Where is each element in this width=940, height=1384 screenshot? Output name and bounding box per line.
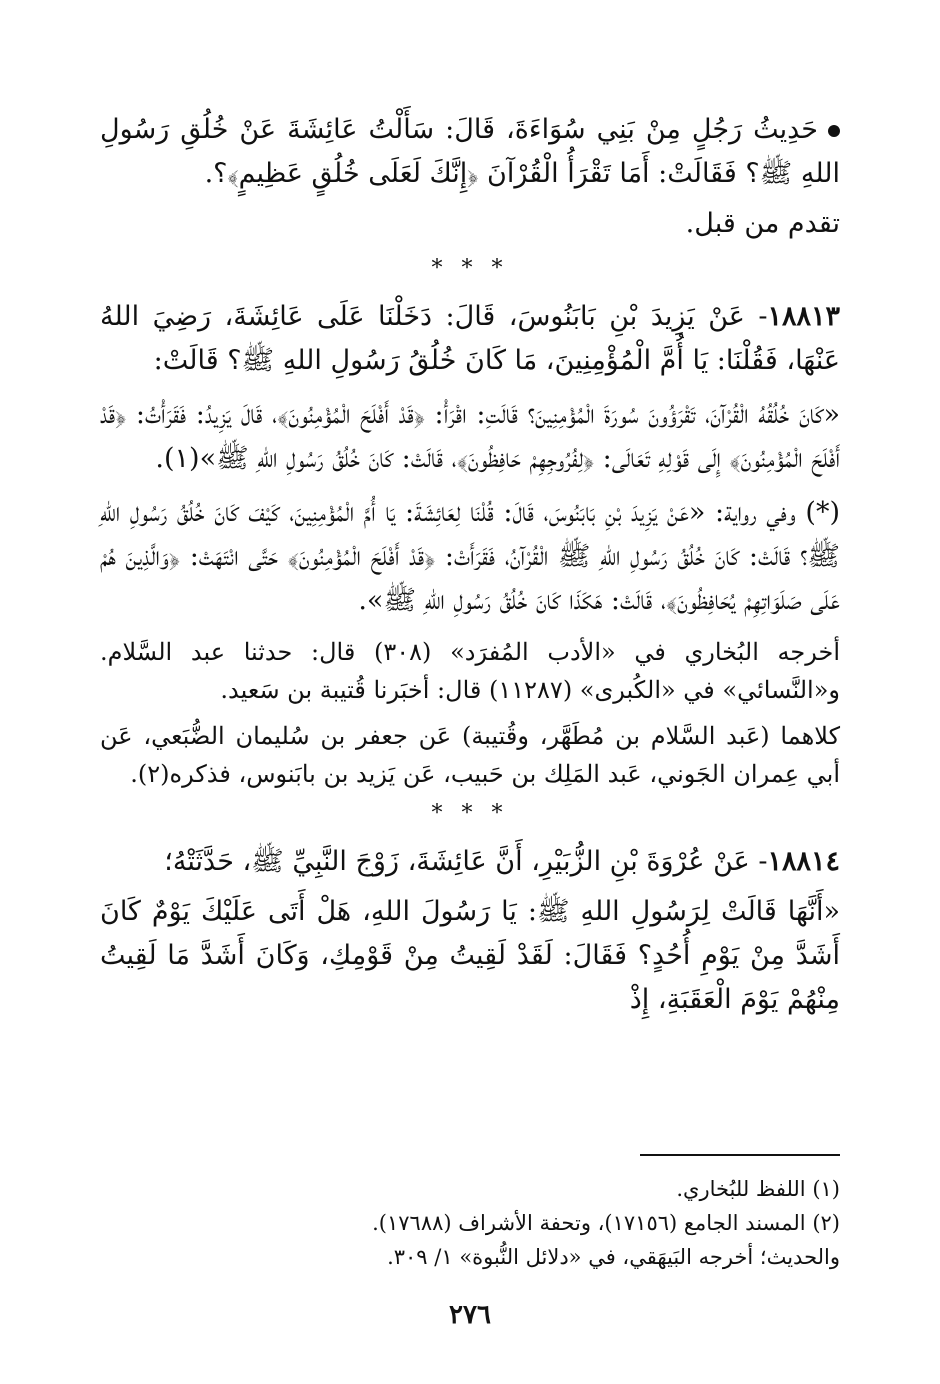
hadith-text: - عَنْ عُرْوَةَ بْنِ الزُّبَيْرِ، أَنَّ عَائِشَةَ، زَوْجَ النَّبِيِّ ﷺ، حَدَّثَتْهُ؛ — [164, 846, 768, 877]
hadith-text: - عَنْ يَزِيدَ بْنِ بَابَنُوسَ، قَالَ: دَخَلْنَا عَلَى عَائِشَةَ، رَضِيَ اللهُ عَنْهَا، فَقُلْنَا: يَا أُمَّ الْمُؤْمِنِينَ، مَا كَانَ خُلُقُ رَسُولِ اللهِ ﷺ؟ قَالَتْ: — [100, 301, 840, 376]
source-paragraph-2: كلاهما (عَبد السَّلام بن مُطَهَّر، وقُتيبة) عَن جعفر بن سُليمان الضُّبَعي، عَن أبي عِمران الجَوني، عَبد المَلِك بن حَبيب، عَن يَزيد بن بابَنوس، فذكره(٢). — [100, 722, 840, 788]
hadith-18814-quote: «أَنَّهَا قَالَتْ لِرَسُولِ اللهِ ﷺ: يَا رَسُولَ اللهِ، هَلْ أَتَى عَلَيْكَ يَوْمٌ كَانَ أَشَدَّ مِنْ يَوْمِ أُحُدٍ؟ فَقَالَ: لَقَدْ لَقِيتُ مِنْ قَوْمِكِ، وَكَانَ أَشَدَّ مَا لَقِيتُ مِنْهُمْ يَوْمَ الْعَقَبَةِ، إِذْ — [100, 896, 840, 1015]
section-separator: * * * — [431, 256, 509, 281]
footnotes — [100, 1172, 840, 1274]
hadith-18813-riwaya: (*) وفي رواية: «عَنْ يَزِيدَ بْنِ بَابَنُوسَ، قَالَ: قُلْنَا لِعَائِشَةَ: يَا أُمَّ الْمُؤْمِنِينَ، كَيْفَ كَانَ خُلُقُ رَسُولِ اللهِ ﷺ؟ قَالَتْ: كَانَ خُلُقُ رَسُولِ اللهِ ﷺ الْقُرْآنُ، فَقَرَأَتْ: ﴿قَدْ أَفْلَحَ الْمُؤْمِنُونَ﴾ حَتَّى انْتَهَتْ: ﴿وَالَّذِينَ هُمْ عَلَى صَلَوَاتِهِمْ يُحَافِظُونَ﴾، قَالَتْ: هَكَذَا كَانَ خُلُقُ رَسُولِ اللهِ ﷺ». — [100, 497, 840, 616]
footnote-3: والحديث؛ أخرجه البَيهَقي، في «دلائل النُّبوة» ١/ ٣٠٩. — [387, 1245, 840, 1269]
hadith-number: ١٨٨١٣ — [767, 301, 840, 332]
footnote-2: (٢) المسند الجامع (١٧١٥٦)، وتحفة الأشراف (١٧٦٨٨). — [372, 1211, 840, 1235]
page-number: ٢٧٦ — [449, 1300, 491, 1330]
hadith-18813-quote: «كَانَ خُلُقُهُ الْقُرْآنَ، تَقْرَؤُونَ سُورَةَ الْمُؤْمِنِينَ؟ قَالَتِ: اقْرَأْ: ﴿قَدْ أَفْلَحَ الْمُؤْمِنُونَ﴾، قَالَ يَزِيدُ: فَقَرَأْتُ: ﴿قَدْ أَفْلَحَ الْمُؤْمِنُونَ﴾ إِلَى قَوْلِهِ تَعَالَى: ﴿لِفُرُوجِهِمْ حَافِظُونَ﴾، قَالَتْ: كَانَ خُلُقُ رَسُولِ اللهِ ﷺ»(١). — [100, 399, 840, 474]
footnote-1: (١) اللفظ للبُخاري. — [676, 1177, 840, 1201]
hadith-18813-paragraph — [100, 295, 840, 383]
section-separator: * * * — [431, 801, 509, 826]
page-body — [100, 108, 840, 1032]
intro-paragraph — [100, 108, 840, 196]
hadith-18814-paragraph — [100, 840, 840, 884]
bullet-icon — [828, 125, 840, 137]
hadith-number: ١٨٨١٤ — [767, 846, 840, 877]
source-paragraph-1: أخرجه البُخاري في «الأدب المُفرَد» (٣٠٨) قال: حدثنا عبد السَّلام. و«النَّسائي» في «الكُبرى» (١١٢٨٧) قال: أخبَرنا قُتيبة بن سَعيد. — [100, 638, 841, 704]
intro-paragraph-text: حَدِيثُ رَجُلٍ مِنْ بَنِي سُوَاءَةَ، قَالَ: سَأَلْتُ عَائِشَةَ عَنْ خُلُقِ رَسُولِ اللهِ ﷺ؟ فَقَالَتْ: أَمَا تَقْرَأُ الْقُرْآنَ ﴿إِنَّكَ لَعَلَى خُلُقٍ عَظِيمٍ﴾؟. — [100, 114, 840, 189]
intro-note: تقدم من قبل. — [685, 208, 840, 239]
footnote-divider — [640, 1154, 840, 1156]
